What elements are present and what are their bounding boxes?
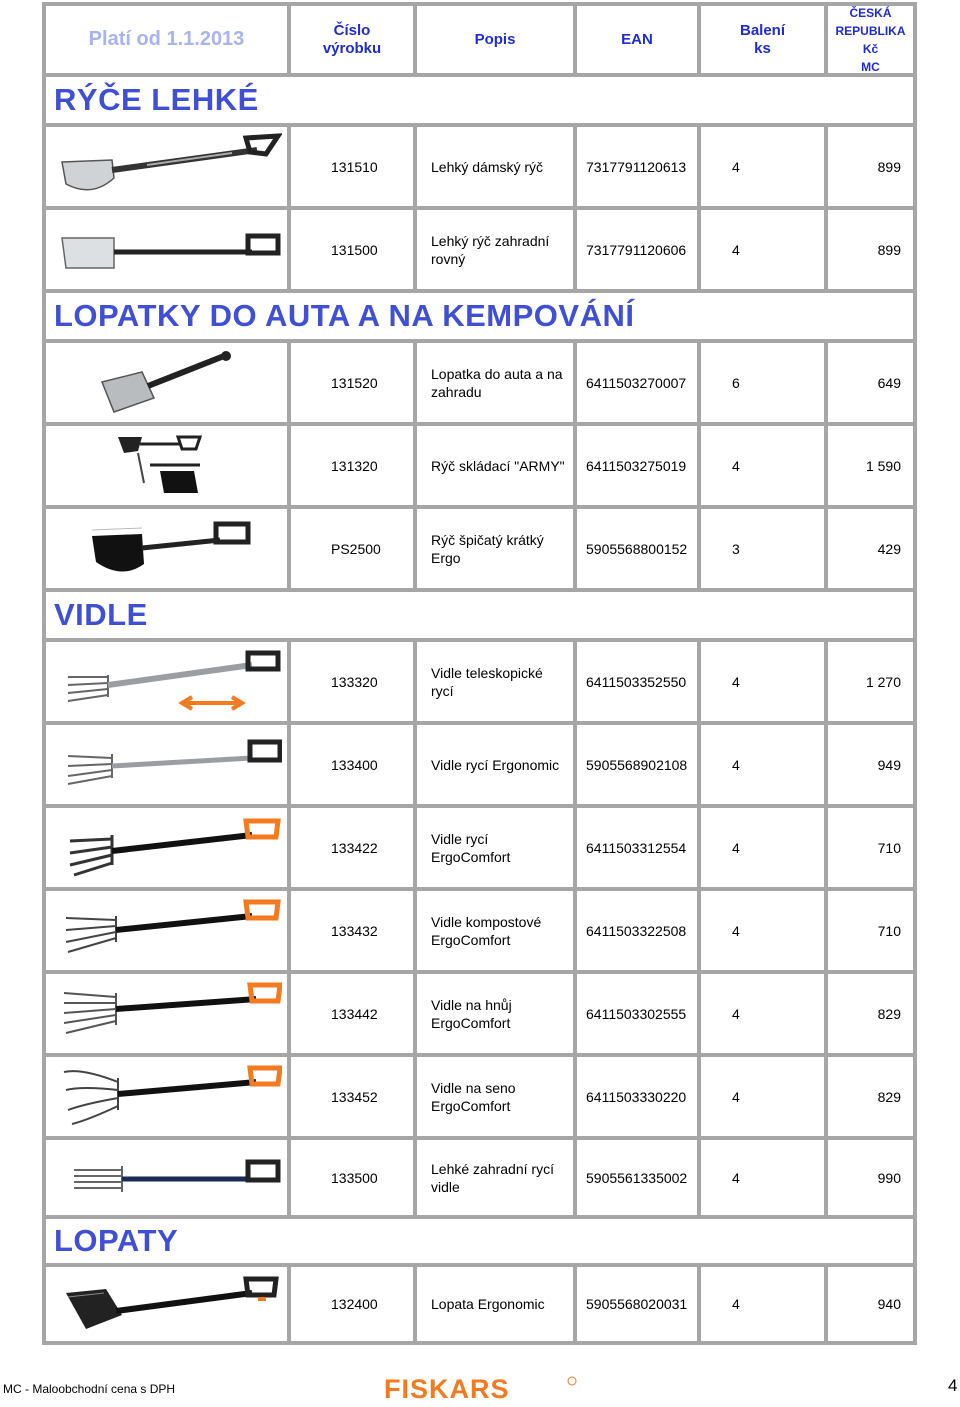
product-image-cell: [46, 426, 287, 505]
header-package-line1: Balení: [739, 21, 785, 39]
product-pack: 4: [701, 891, 824, 970]
product-price: 710: [828, 808, 913, 887]
fiskars-logo: [384, 1373, 579, 1403]
product-number: 131500: [291, 210, 413, 289]
product-number: 133400: [291, 725, 413, 804]
product-image-cell: [46, 343, 287, 422]
product-price: 899: [828, 127, 913, 206]
compost-fork-icon: [52, 896, 282, 966]
light-spade-icon: [52, 132, 282, 202]
section-title-car-shovels: LOPATKY DO AUTA A NA KEMPOVÁNÍ: [46, 293, 913, 339]
section-title-shovels: LOPATY: [46, 1219, 913, 1263]
product-pack: 4: [701, 725, 824, 804]
product-ean: 5905568800152: [577, 509, 697, 588]
header-description: Popis: [417, 6, 573, 73]
ergocomfort-fork-icon: [52, 813, 282, 883]
product-price: 949: [828, 725, 913, 804]
product-ean: 6411503312554: [577, 808, 697, 887]
header-price-type: MC: [861, 59, 880, 74]
product-price: 710: [828, 891, 913, 970]
header-price: [828, 6, 913, 73]
product-image-cell: [46, 127, 287, 206]
product-ean: 5905561335002: [577, 1140, 697, 1215]
product-image-cell: [46, 1057, 287, 1136]
hay-fork-icon: [52, 1062, 282, 1132]
product-pack: 3: [701, 509, 824, 588]
product-description: Lehké zahradní rycí vidle: [417, 1140, 573, 1215]
product-image-cell: [46, 210, 287, 289]
product-ean: 6411503270007: [577, 343, 697, 422]
section-title-forks: VIDLE: [46, 592, 913, 638]
product-number: 133432: [291, 891, 413, 970]
product-description: Lehký dámský rýč: [417, 127, 573, 206]
car-shovel-icon: [52, 348, 282, 418]
product-price: 1 590: [828, 426, 913, 505]
product-image-cell: [46, 1267, 287, 1341]
header-product-number: [291, 6, 413, 73]
header-price-currency: Kč: [862, 41, 879, 56]
product-price: 899: [828, 210, 913, 289]
product-number: 133452: [291, 1057, 413, 1136]
product-number: 132400: [291, 1267, 413, 1341]
product-pack: 4: [701, 210, 824, 289]
footer-note: MC - Maloobchodní cena s DPH: [3, 1382, 176, 1396]
product-ean: 6411503330220: [577, 1057, 697, 1136]
product-description: Rýč špičatý krátký Ergo: [417, 509, 573, 588]
flat-spade-icon: [52, 220, 282, 280]
product-pack: 6: [701, 343, 824, 422]
header-number-line1: Číslo: [333, 21, 371, 39]
product-image-cell: [46, 808, 287, 887]
product-image-cell: [46, 974, 287, 1053]
product-image-cell: [46, 642, 287, 721]
product-description: Lopata Ergonomic: [417, 1267, 573, 1341]
folding-spade-icon: [52, 431, 282, 501]
product-number: 131510: [291, 127, 413, 206]
product-image-cell: [46, 509, 287, 588]
product-ean: 5905568902108: [577, 725, 697, 804]
product-pack: 4: [701, 127, 824, 206]
product-ean: 7317791120613: [577, 127, 697, 206]
product-ean: 6411503275019: [577, 426, 697, 505]
product-description: Lopatka do auta a na zahradu: [417, 343, 573, 422]
page-number: 4: [948, 1376, 958, 1395]
product-price: 649: [828, 343, 913, 422]
light-fork-icon: [52, 1148, 282, 1208]
product-description: Vidle kompostové ErgoComfort: [417, 891, 573, 970]
telescopic-fork-icon: [52, 647, 282, 717]
product-pack: 4: [701, 642, 824, 721]
header-price-country2: REPUBLIKA: [835, 23, 906, 38]
price-table: [42, 2, 917, 1345]
product-pack: 4: [701, 808, 824, 887]
pointed-spade-icon: [52, 514, 282, 584]
header-package-line2: ks: [754, 39, 771, 57]
header-ean: EAN: [577, 6, 697, 73]
ergonomic-shovel-icon: [52, 1271, 282, 1337]
product-pack: 4: [701, 1057, 824, 1136]
product-price: 829: [828, 1057, 913, 1136]
product-description: Rýč skládací "ARMY": [417, 426, 573, 505]
product-ean: 5905568020031: [577, 1267, 697, 1341]
validity-date: Platí od 1.1.2013: [46, 6, 287, 73]
product-ean: 6411503322508: [577, 891, 697, 970]
product-description: Vidle rycí Ergonomic: [417, 725, 573, 804]
product-description: Vidle na hnůj ErgoComfort: [417, 974, 573, 1053]
fiskars-logo-text: FISKARS: [384, 1374, 510, 1403]
product-number: 133320: [291, 642, 413, 721]
header-price-country: ČESKÁ: [849, 5, 892, 20]
product-price: 1 270: [828, 642, 913, 721]
product-pack: 4: [701, 426, 824, 505]
product-number: 133500: [291, 1140, 413, 1215]
product-ean: 6411503352550: [577, 642, 697, 721]
product-price: 829: [828, 974, 913, 1053]
product-number: 133422: [291, 808, 413, 887]
product-number: 133442: [291, 974, 413, 1053]
header-number-line2: výrobku: [322, 39, 382, 57]
product-ean: 6411503302555: [577, 974, 697, 1053]
product-description: Lehký rýč zahradní rovný: [417, 210, 573, 289]
product-price: 940: [828, 1267, 913, 1341]
product-image-cell: [46, 1140, 287, 1215]
product-image-cell: [46, 891, 287, 970]
product-pack: 4: [701, 1267, 824, 1341]
product-number: 131520: [291, 343, 413, 422]
product-description: Vidle rycí ErgoComfort: [417, 808, 573, 887]
product-pack: 4: [701, 974, 824, 1053]
manure-fork-icon: [52, 979, 282, 1049]
section-title-spades: RÝČE LEHKÉ: [46, 77, 913, 123]
product-price: 429: [828, 509, 913, 588]
product-description: Vidle teleskopické rycí: [417, 642, 573, 721]
header-package: [701, 6, 824, 73]
product-description: Vidle na seno ErgoComfort: [417, 1057, 573, 1136]
product-number: 131320: [291, 426, 413, 505]
digging-fork-icon: [52, 730, 282, 800]
product-price: 990: [828, 1140, 913, 1215]
product-pack: 4: [701, 1140, 824, 1215]
product-image-cell: [46, 725, 287, 804]
product-ean: 7317791120606: [577, 210, 697, 289]
product-number: PS2500: [291, 509, 413, 588]
